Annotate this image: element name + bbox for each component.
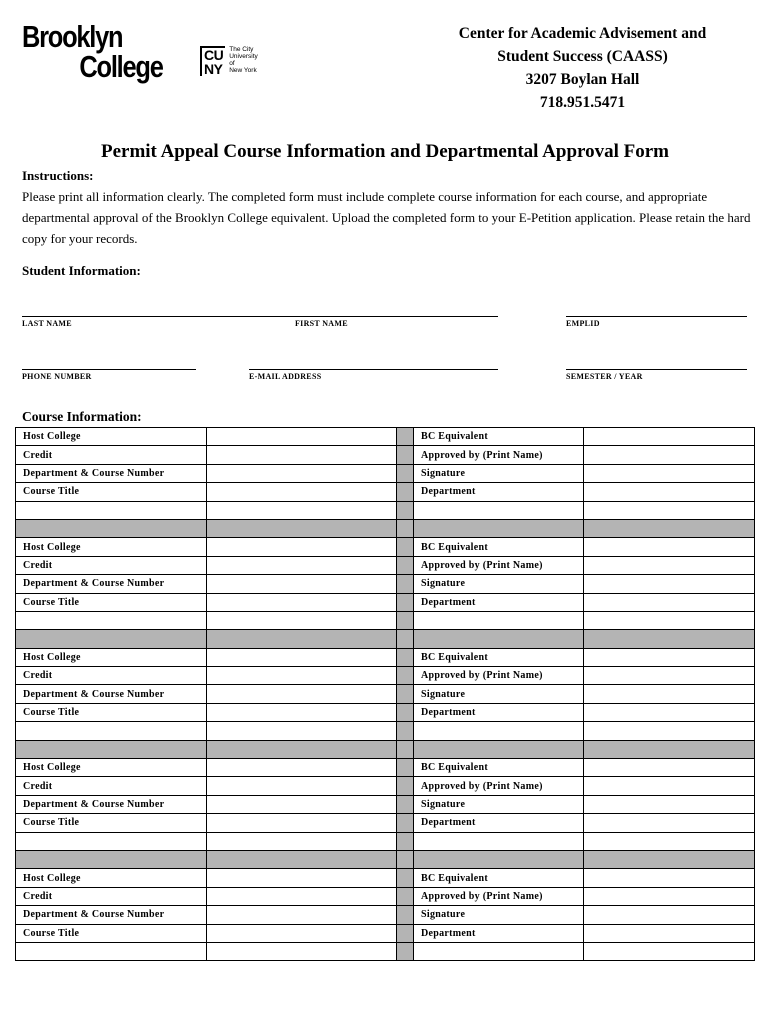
separator-cell bbox=[414, 519, 584, 537]
course-field-label: Department & Course Number bbox=[16, 575, 207, 593]
approval-field-label: BC Equivalent bbox=[414, 648, 584, 666]
course-row bbox=[16, 795, 755, 813]
course-field-label: Course Title bbox=[16, 483, 207, 501]
column-divider bbox=[397, 464, 414, 482]
separator-cell bbox=[16, 850, 207, 868]
course-blank-row bbox=[16, 942, 755, 960]
student-info-heading: Student Information: bbox=[22, 263, 141, 278]
course-row bbox=[16, 924, 755, 942]
column-divider bbox=[397, 795, 414, 813]
course-row bbox=[16, 667, 755, 685]
separator-cell bbox=[16, 630, 207, 648]
course-field-input[interactable] bbox=[207, 667, 397, 685]
course-row bbox=[16, 777, 755, 795]
course-field-input[interactable] bbox=[207, 648, 397, 666]
email-line[interactable] bbox=[249, 369, 498, 370]
blank-cell[interactable] bbox=[584, 501, 755, 519]
separator-cell bbox=[584, 519, 755, 537]
separator-cell bbox=[397, 740, 414, 758]
block-separator-row bbox=[16, 850, 755, 868]
separator-cell bbox=[16, 740, 207, 758]
separator-cell bbox=[207, 519, 397, 537]
column-divider bbox=[397, 428, 414, 446]
form-title: Permit Appeal Course Information and Departmental Approval Form bbox=[100, 141, 670, 162]
course-field-label: Department & Course Number bbox=[16, 795, 207, 813]
approval-field-label: Approved by (Print Name) bbox=[414, 667, 584, 685]
separator-cell bbox=[414, 740, 584, 758]
separator-cell bbox=[207, 740, 397, 758]
logo-line-1: Brooklyn bbox=[22, 19, 123, 54]
approval-field-input[interactable] bbox=[584, 483, 755, 501]
course-row bbox=[16, 538, 755, 556]
separator-cell bbox=[584, 740, 755, 758]
logo-line-2: College bbox=[79, 49, 163, 84]
course-blank-row bbox=[16, 501, 755, 519]
blank-cell[interactable] bbox=[207, 942, 397, 960]
approval-field-input[interactable] bbox=[584, 906, 755, 924]
separator-cell bbox=[397, 519, 414, 537]
column-divider bbox=[397, 648, 414, 666]
approval-field-label: BC Equivalent bbox=[414, 759, 584, 777]
approval-field-label: Signature bbox=[414, 906, 584, 924]
course-field-label: Host College bbox=[16, 538, 207, 556]
separator-cell bbox=[207, 850, 397, 868]
cuny-mark: CU NY bbox=[200, 46, 225, 76]
approval-field-label: BC Equivalent bbox=[414, 538, 584, 556]
instructions-heading: Instructions: bbox=[22, 168, 94, 183]
separator-cell bbox=[397, 850, 414, 868]
blank-cell[interactable] bbox=[207, 832, 397, 850]
column-divider bbox=[397, 722, 414, 740]
course-row bbox=[16, 556, 755, 574]
separator-cell bbox=[207, 630, 397, 648]
blank-cell[interactable] bbox=[16, 501, 207, 519]
course-row bbox=[16, 906, 755, 924]
course-field-label: Department & Course Number bbox=[16, 464, 207, 482]
course-field-input[interactable] bbox=[207, 906, 397, 924]
column-divider bbox=[397, 538, 414, 556]
course-field-input[interactable] bbox=[207, 795, 397, 813]
course-field-label: Course Title bbox=[16, 924, 207, 942]
approval-field-input[interactable] bbox=[584, 685, 755, 703]
approval-field-input[interactable] bbox=[584, 703, 755, 721]
course-field-label: Host College bbox=[16, 648, 207, 666]
course-field-input[interactable] bbox=[207, 538, 397, 556]
column-divider bbox=[397, 667, 414, 685]
phone-line[interactable] bbox=[22, 369, 196, 370]
course-field-label: Host College bbox=[16, 759, 207, 777]
course-row bbox=[16, 814, 755, 832]
course-field-input[interactable] bbox=[207, 483, 397, 501]
course-row bbox=[16, 685, 755, 703]
column-divider bbox=[397, 942, 414, 960]
approval-field-input[interactable] bbox=[584, 869, 755, 887]
course-field-input[interactable] bbox=[207, 777, 397, 795]
column-divider bbox=[397, 924, 414, 942]
block-separator-row bbox=[16, 519, 755, 537]
column-divider bbox=[397, 556, 414, 574]
phone-label: PHONE NUMBER bbox=[22, 372, 92, 381]
column-divider bbox=[397, 593, 414, 611]
course-blank-row bbox=[16, 611, 755, 629]
blank-cell[interactable] bbox=[207, 501, 397, 519]
course-field-label: Credit bbox=[16, 667, 207, 685]
column-divider bbox=[397, 759, 414, 777]
course-field-label: Course Title bbox=[16, 703, 207, 721]
approval-field-label: BC Equivalent bbox=[414, 428, 584, 446]
blank-cell[interactable] bbox=[584, 722, 755, 740]
cuny-text: The City University of New York bbox=[229, 46, 258, 74]
column-divider bbox=[397, 446, 414, 464]
course-field-label: Course Title bbox=[16, 814, 207, 832]
separator-cell bbox=[16, 519, 207, 537]
course-field-input[interactable] bbox=[207, 428, 397, 446]
emplid-label: EMPLID bbox=[566, 319, 600, 328]
approval-field-input[interactable] bbox=[584, 538, 755, 556]
approval-field-label: Signature bbox=[414, 575, 584, 593]
last-name-label: LAST NAME bbox=[22, 319, 72, 328]
course-blank-row bbox=[16, 832, 755, 850]
separator-cell bbox=[414, 850, 584, 868]
first-name-label: FIRST NAME bbox=[295, 319, 348, 328]
course-field-label: Credit bbox=[16, 556, 207, 574]
approval-field-label: Department bbox=[414, 924, 584, 942]
course-row bbox=[16, 483, 755, 501]
blank-cell[interactable] bbox=[16, 611, 207, 629]
course-row bbox=[16, 759, 755, 777]
course-field-input[interactable] bbox=[207, 759, 397, 777]
course-field-input[interactable] bbox=[207, 556, 397, 574]
approval-field-input[interactable] bbox=[584, 593, 755, 611]
column-divider bbox=[397, 611, 414, 629]
blank-cell[interactable] bbox=[16, 832, 207, 850]
approval-field-input[interactable] bbox=[584, 759, 755, 777]
blank-cell[interactable] bbox=[16, 722, 207, 740]
approval-field-input[interactable] bbox=[584, 464, 755, 482]
blank-cell[interactable] bbox=[16, 942, 207, 960]
block-separator-row bbox=[16, 630, 755, 648]
course-field-input[interactable] bbox=[207, 446, 397, 464]
emplid-line[interactable] bbox=[566, 316, 747, 317]
approval-field-input[interactable] bbox=[584, 777, 755, 795]
approval-field-label: Approved by (Print Name) bbox=[414, 556, 584, 574]
approval-field-label: BC Equivalent bbox=[414, 869, 584, 887]
approval-field-input[interactable] bbox=[584, 446, 755, 464]
column-divider bbox=[397, 483, 414, 501]
approval-field-input[interactable] bbox=[584, 575, 755, 593]
course-row bbox=[16, 648, 755, 666]
blank-cell[interactable] bbox=[414, 501, 584, 519]
block-separator-row bbox=[16, 740, 755, 758]
approval-field-input[interactable] bbox=[584, 795, 755, 813]
blank-cell[interactable] bbox=[414, 832, 584, 850]
semester-line[interactable] bbox=[566, 369, 747, 370]
blank-cell[interactable] bbox=[414, 942, 584, 960]
blank-cell[interactable] bbox=[207, 722, 397, 740]
separator-cell bbox=[584, 850, 755, 868]
column-divider bbox=[397, 887, 414, 905]
course-field-label: Host College bbox=[16, 869, 207, 887]
course-field-input[interactable] bbox=[207, 924, 397, 942]
semester-label: SEMESTER / YEAR bbox=[566, 372, 643, 381]
course-field-label: Credit bbox=[16, 887, 207, 905]
separator-cell bbox=[397, 630, 414, 648]
course-info-table bbox=[15, 427, 755, 961]
blank-cell[interactable] bbox=[414, 722, 584, 740]
course-row bbox=[16, 446, 755, 464]
course-blank-row bbox=[16, 722, 755, 740]
course-field-label: Department & Course Number bbox=[16, 685, 207, 703]
column-divider bbox=[397, 777, 414, 795]
course-field-label: Credit bbox=[16, 777, 207, 795]
approval-field-input[interactable] bbox=[584, 667, 755, 685]
approval-field-label: Signature bbox=[414, 795, 584, 813]
approval-field-label: Approved by (Print Name) bbox=[414, 777, 584, 795]
column-divider bbox=[397, 685, 414, 703]
course-field-input[interactable] bbox=[207, 685, 397, 703]
course-field-input[interactable] bbox=[207, 593, 397, 611]
approval-field-label: Department bbox=[414, 483, 584, 501]
approval-field-input[interactable] bbox=[584, 648, 755, 666]
course-row bbox=[16, 428, 755, 446]
course-row bbox=[16, 703, 755, 721]
blank-cell[interactable] bbox=[584, 942, 755, 960]
course-field-input[interactable] bbox=[207, 575, 397, 593]
course-info-heading: Course Information: bbox=[22, 409, 142, 424]
column-divider bbox=[397, 703, 414, 721]
approval-field-input[interactable] bbox=[584, 814, 755, 832]
course-field-input[interactable] bbox=[207, 814, 397, 832]
blank-cell[interactable] bbox=[414, 611, 584, 629]
name-line[interactable] bbox=[22, 316, 498, 317]
column-divider bbox=[397, 906, 414, 924]
column-divider bbox=[397, 501, 414, 519]
approval-field-input[interactable] bbox=[584, 428, 755, 446]
approval-field-label: Department bbox=[414, 703, 584, 721]
course-row bbox=[16, 869, 755, 887]
instructions-text: Please print all information clearly. The completed form must include complete course information for each course, and appropriate departmental approval of the Brooklyn College equivalent. Upload the completed form to your E-Petition application. Please retain the hard copy for your records. bbox=[22, 189, 751, 246]
course-row bbox=[16, 593, 755, 611]
course-row bbox=[16, 575, 755, 593]
approval-field-label: Approved by (Print Name) bbox=[414, 887, 584, 905]
column-divider bbox=[397, 832, 414, 850]
separator-cell bbox=[584, 630, 755, 648]
column-divider bbox=[397, 869, 414, 887]
course-field-label: Host College bbox=[16, 428, 207, 446]
blank-cell[interactable] bbox=[207, 611, 397, 629]
course-field-input[interactable] bbox=[207, 869, 397, 887]
approval-field-label: Signature bbox=[414, 685, 584, 703]
email-label: E-MAIL ADDRESS bbox=[249, 372, 322, 381]
course-field-label: Credit bbox=[16, 446, 207, 464]
approval-field-label: Department bbox=[414, 814, 584, 832]
brooklyn-college-logo bbox=[22, 19, 193, 84]
office-address: Center for Academic Advisement and Student Success (CAASS) 3207 Boylan Hall 718.951.5471 bbox=[458, 25, 707, 111]
separator-cell bbox=[414, 630, 584, 648]
course-field-label: Course Title bbox=[16, 593, 207, 611]
course-field-input[interactable] bbox=[207, 703, 397, 721]
course-field-input[interactable] bbox=[207, 464, 397, 482]
approval-field-label: Approved by (Print Name) bbox=[414, 446, 584, 464]
cuny-logo bbox=[200, 46, 258, 76]
approval-field-label: Signature bbox=[414, 464, 584, 482]
approval-field-input[interactable] bbox=[584, 556, 755, 574]
course-row bbox=[16, 887, 755, 905]
blank-cell[interactable] bbox=[584, 611, 755, 629]
approval-field-input[interactable] bbox=[584, 887, 755, 905]
course-field-label: Department & Course Number bbox=[16, 906, 207, 924]
column-divider bbox=[397, 814, 414, 832]
column-divider bbox=[397, 575, 414, 593]
course-field-input[interactable] bbox=[207, 887, 397, 905]
blank-cell[interactable] bbox=[584, 832, 755, 850]
approval-field-input[interactable] bbox=[584, 924, 755, 942]
course-row bbox=[16, 464, 755, 482]
approval-field-label: Department bbox=[414, 593, 584, 611]
